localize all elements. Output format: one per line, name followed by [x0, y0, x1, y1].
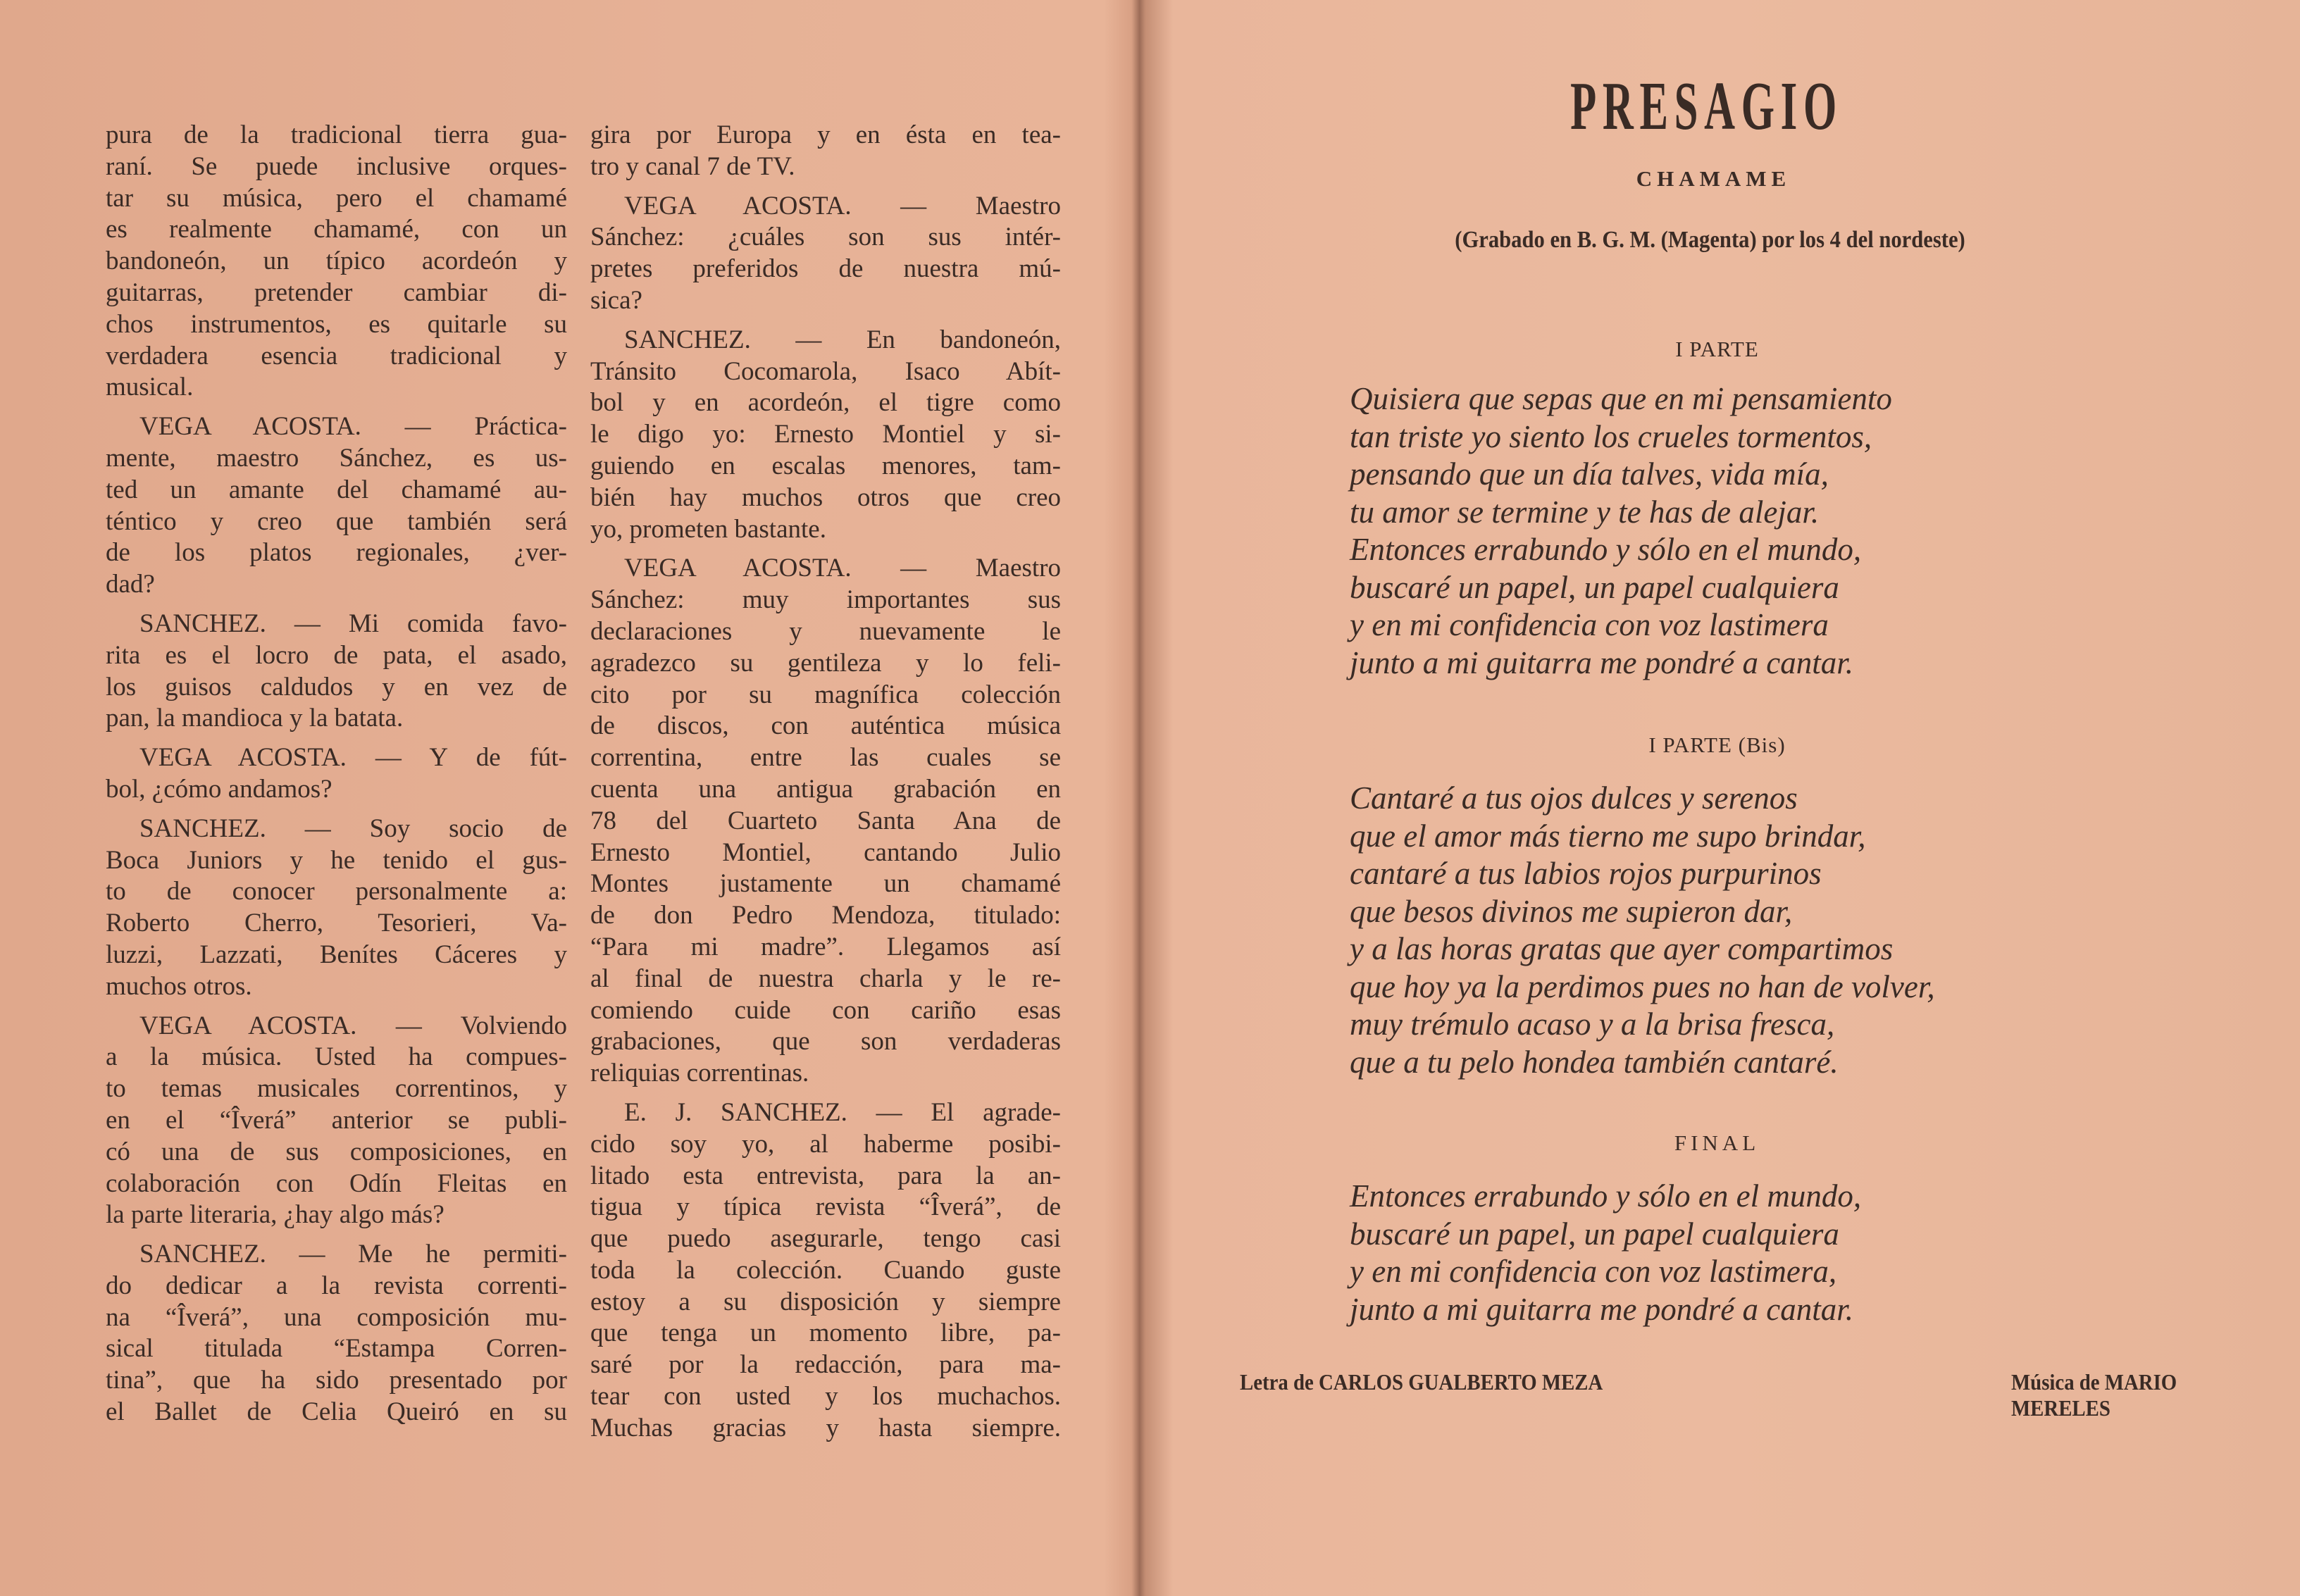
- verse-line: junto a mi guitarra me pondré a cantar.: [1350, 644, 1853, 680]
- song-title: PRESAGIO: [1570, 68, 1843, 144]
- text-line: Boca Juniors y he tenido el gus-: [106, 845, 567, 875]
- text-line: to de conocer personalmente a:: [106, 877, 567, 906]
- text-line: verdadera esencia tradicional y: [106, 341, 567, 370]
- lyrics-credit: Letra de CARLOS GUALBERTO MEZA: [1240, 1369, 1603, 1395]
- paragraph: [106, 742, 567, 806]
- text-line: SANCHEZ. — Soy socio de: [139, 813, 567, 843]
- paragraph: [590, 191, 1061, 317]
- text-line: estoy a su disposición y siempre: [590, 1287, 1061, 1316]
- text-line: litado esta entrevista, para la an-: [590, 1161, 1061, 1190]
- text-line: do dedicar a la revista correnti-: [106, 1271, 567, 1300]
- text-line: guitarras, pretender cambiar di-: [106, 278, 567, 307]
- text-line: Montes justamente un chamamé: [590, 869, 1061, 899]
- text-line: la parte literaria, ¿hay algo más?: [106, 1200, 445, 1230]
- text-line: VEGA ACOSTA. — Volviendo: [139, 1011, 567, 1040]
- paragraph: [590, 553, 1061, 1090]
- text-line: que tenga un momento libre, pa-: [590, 1318, 1061, 1348]
- section-heading: I PARTE (Bis): [1648, 732, 1786, 757]
- text-line: gira por Europa y en ésta en tea-: [590, 120, 1061, 149]
- text-line: es realmente chamamé, con un: [106, 215, 567, 244]
- text-line: sica?: [590, 285, 642, 315]
- verse-line: Cantaré a tus ojos dulces y serenos: [1350, 780, 1798, 816]
- text-line: sical titulada “Estampa Corren-: [106, 1334, 567, 1364]
- text-line: colaboración con Odín Fleitas en: [106, 1168, 567, 1198]
- verse-block: [1350, 780, 1935, 1081]
- paragraph: [106, 1239, 567, 1428]
- text-line: agradezco su gentileza y lo feli-: [590, 648, 1061, 678]
- text-line: Roberto Cherro, Tesorieri, Va-: [106, 909, 567, 938]
- text-line: cito por su magnífica colección: [590, 680, 1061, 709]
- verse-line: cantaré a tus labios rojos purpurinos: [1350, 856, 1822, 891]
- verse-line: y en mi confidencia con voz lastimera: [1350, 607, 1829, 642]
- verse-block: [1350, 1178, 1861, 1328]
- text-line: tar su música, pero el chamamé: [106, 183, 567, 213]
- verse-line: junto a mi guitarra me pondré a cantar.: [1350, 1291, 1853, 1327]
- text-line: de don Pedro Mendoza, titulado:: [590, 901, 1061, 930]
- text-line: 78 del Cuarteto Santa Ana de: [590, 806, 1061, 835]
- text-line: VEGA ACOSTA. — Práctica-: [139, 412, 567, 442]
- text-line: Sánchez: ¿cuáles son sus intér-: [590, 223, 1061, 252]
- text-line: na “Îverá”, una composición mu-: [106, 1302, 567, 1332]
- paragraph: [590, 325, 1061, 546]
- text-line: yo, prometen bastante.: [590, 514, 826, 544]
- text-line: pretes preferidos de nuestra mú-: [590, 254, 1061, 284]
- text-line: cuenta una antigua grabación en: [590, 774, 1061, 804]
- verse-line: y a las horas gratas que ayer compartimos: [1350, 931, 1894, 966]
- text-line: E. J. SANCHEZ. — El agrade-: [624, 1097, 1061, 1127]
- text-line: mente, maestro Sánchez, es us-: [106, 443, 567, 473]
- text-line: bién hay muchos otros que creo: [590, 482, 1061, 512]
- verse-line: Entonces errabundo y sólo en el mundo,: [1350, 1178, 1862, 1214]
- text-line: VEGA ACOSTA. — Maestro: [624, 554, 1061, 583]
- text-line: de los platos regionales, ¿ver-: [106, 538, 567, 568]
- verse-line: pensando que un día talves, vida mía,: [1350, 456, 1829, 492]
- text-line: téntico y creo que también será: [106, 506, 567, 536]
- verse-line: que a tu pelo hondea también cantaré.: [1350, 1044, 1839, 1080]
- text-line: al final de nuestra charla y le re-: [590, 964, 1061, 993]
- paragraph: [106, 813, 567, 1003]
- paragraph: [590, 120, 1061, 183]
- text-line: tina”, que ha sido presentado por: [106, 1366, 567, 1395]
- text-line: SANCHEZ. — Mi comida favo-: [139, 609, 567, 638]
- verse-line: muy trémulo acaso y a la brisa fresca,: [1350, 1006, 1835, 1042]
- text-line: rita es el locro de pata, el asado,: [106, 640, 567, 670]
- paragraph: [106, 120, 567, 404]
- verse-line: tan triste yo siento los crueles tormentos,: [1350, 418, 1872, 454]
- text-line: en el “Îverá” anterior se publi-: [106, 1105, 567, 1135]
- text-line: correntina, entre las cuales se: [590, 743, 1061, 773]
- text-line: a la música. Usted ha compues-: [106, 1042, 567, 1072]
- right-page: [1141, 0, 2300, 1596]
- text-line: Muchas gracias y hasta siempre.: [590, 1413, 1061, 1442]
- verse-line: que hoy ya la perdimos pues no han de volver,: [1350, 968, 1935, 1004]
- verse-line: buscaré un papel, un papel cualquiera: [1350, 569, 1839, 605]
- text-line: ted un amante del chamamé au-: [106, 475, 567, 504]
- section-heading: I PARTE: [1675, 337, 1759, 361]
- section-heading: FINAL: [1674, 1130, 1760, 1155]
- article-column-2: [590, 120, 1061, 1452]
- text-line: de discos, con auténtica música: [590, 711, 1061, 741]
- text-line: to temas musicales correntinos, y: [106, 1074, 567, 1104]
- text-line: bol y en acordeón, el tigre como: [590, 388, 1061, 418]
- text-line: luzzi, Lazzati, Benítes Cáceres y: [106, 940, 567, 969]
- text-line: los guisos caldudos y en vez de: [106, 672, 567, 702]
- text-line: có una de sus composiciones, en: [106, 1137, 567, 1166]
- paragraph: [106, 411, 567, 601]
- text-line: Ernesto Montiel, cantando Julio: [590, 837, 1061, 867]
- text-line: declaraciones y nuevamente le: [590, 616, 1061, 646]
- text-line: comiendo cuide con cariño esas: [590, 995, 1061, 1025]
- text-line: musical.: [106, 373, 194, 402]
- verse-line: buscaré un papel, un papel cualquiera: [1350, 1216, 1839, 1252]
- verse-line: que besos divinos me supieron dar,: [1350, 893, 1793, 929]
- text-line: dad?: [106, 570, 155, 599]
- verse-line: tu amor se termine y te has de alejar.: [1350, 494, 1820, 530]
- text-line: Sánchez: muy importantes sus: [590, 585, 1061, 615]
- text-line: tear con usted y los muchachos.: [590, 1382, 1061, 1411]
- text-line: chos instrumentos, es quitarle su: [106, 309, 567, 339]
- text-line: SANCHEZ. — Me he permiti-: [139, 1240, 567, 1269]
- text-line: el Ballet de Celia Queiró en su: [106, 1397, 567, 1427]
- verse-line: Quisiera que sepas que en mi pensamiento: [1350, 381, 1892, 416]
- verse-line: que el amor más tierno me supo brindar,: [1350, 818, 1866, 854]
- text-line: raní. Se puede inclusive orques-: [106, 151, 567, 181]
- verse-line: Entonces errabundo y sólo en el mundo,: [1350, 532, 1862, 567]
- text-line: que puedo asegurarle, tengo casi: [590, 1224, 1061, 1254]
- text-line: saré por la redacción, para ma-: [590, 1350, 1061, 1380]
- text-line: le digo yo: Ernesto Montiel y si-: [590, 420, 1061, 449]
- text-line: bandoneón, un típico acordeón y: [106, 247, 567, 276]
- text-line: toda la colección. Cuando guste: [590, 1255, 1061, 1285]
- verse-block: [1350, 380, 1892, 682]
- text-line: pura de la tradicional tierra gua-: [106, 120, 567, 149]
- paragraph: [590, 1097, 1061, 1445]
- text-line: grabaciones, que son verdaderas: [590, 1027, 1061, 1056]
- text-line: tro y canal 7 de TV.: [590, 151, 795, 181]
- paragraph: [106, 609, 567, 735]
- recording-note: (Grabado en B. G. M. (Magenta) por los 4 del nordeste): [1455, 227, 1965, 253]
- text-line: pan, la mandioca y la batata.: [106, 704, 404, 733]
- text-line: VEGA ACOSTA. — Y de fút-: [139, 743, 567, 773]
- article-column-1: [106, 120, 567, 1436]
- text-line: SANCHEZ. — En bandoneón,: [624, 325, 1061, 354]
- text-line: muchos otros.: [106, 971, 252, 1001]
- text-line: guiendo en escalas menores, tam-: [590, 451, 1061, 480]
- text-line: “Para mi madre”. Llegamos así: [590, 932, 1061, 961]
- music-credit: Música de MARIO MERELES: [2011, 1369, 2177, 1421]
- verse-line: y en mi confidencia con voz lastimera,: [1350, 1254, 1837, 1289]
- text-line: reliquias correntinas.: [590, 1059, 809, 1088]
- text-line: Tránsito Cocomarola, Isaco Abít-: [590, 356, 1061, 386]
- text-line: bol, ¿cómo andamos?: [106, 774, 332, 804]
- song-genre: CHAMAME: [1636, 166, 1791, 191]
- text-line: cido soy yo, al haberme posibi-: [590, 1129, 1061, 1159]
- paragraph: [106, 1011, 567, 1232]
- text-line: tigua y típica revista “Îverá”, de: [590, 1192, 1061, 1222]
- text-line: VEGA ACOSTA. — Maestro: [624, 191, 1061, 220]
